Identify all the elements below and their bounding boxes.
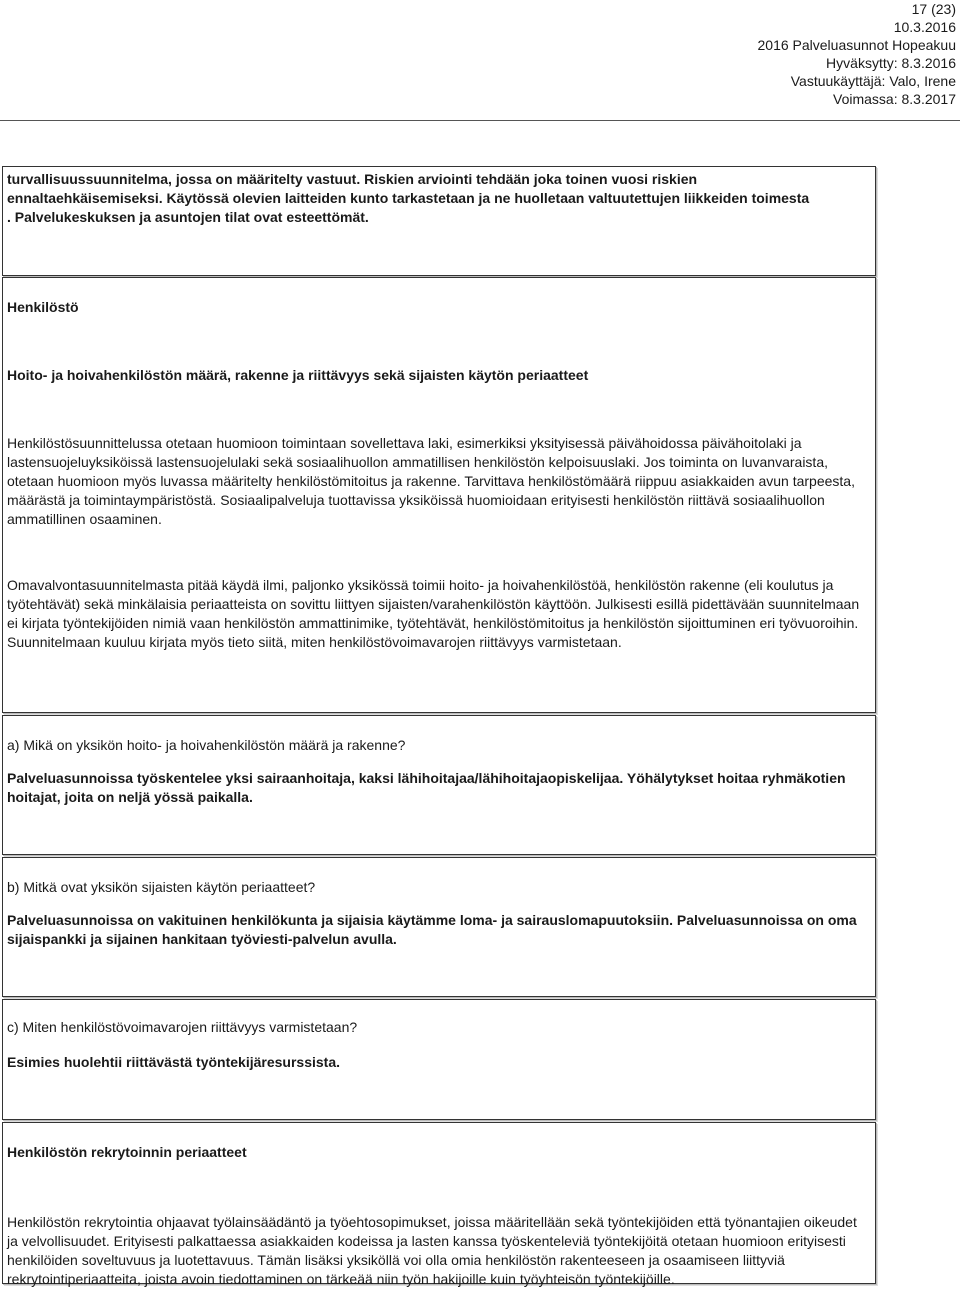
answer-a: Palveluasunnoissa työskentelee yksi sairaanhoitaja, kaksi lähihoitajaa/lähihoitajaopiskelijaa. Yöhälytykset hoitaa ryhmäkotien hoitajat, joita on neljä yössä paikalla. <box>7 770 846 805</box>
header-divider <box>0 120 960 121</box>
staff-planning-paragraph: Henkilöstösuunnittelussa otetaan huomioon toimintaan sovellettava laki, esimerkiksi yksityisessä päivähoidossa päivähoitolaki ja lastensuojeluyksiköissä lastensuojelulaki sekä sosiaalihuollon ammatillisen henkilöstön kelpoisuuslaki. Jos toiminta on luvanvaraista, otetaan huomioon myös luvassa määritelty henkilöstömitoitus ja rakenne. Tarvittava henkilöstömäärä riippuu asiakkaiden avun tarpeesta, määrästä ja toimintaympäristöstä. Sosiaalipalveluja tuottavissa yksiköissä huomioidaan erityisesti henkilöstön riittävä sosiaalihuollon ammatillinen osaaminen. <box>7 435 855 527</box>
answer-b: Palveluasunnoissa on vakituinen henkilökunta ja sijaisia käytämme loma- ja sairauslomapuutoksiin. Palveluasunnoissa on oma sijaispankki ja sijainen hankitaan työviesti-palvelun avulla. <box>7 912 857 947</box>
self-monitoring-paragraph: Omavalvontasuunnitelmasta pitää käydä ilmi, paljonko yksikössä toimii hoito- ja hoivahenkilöstöä, henkilöstön rakenne (eli koulutus ja työtehtävät) sekä minkälaisia periaatteista on sovittu liittyen sijaisten/varahenkilöstön käyttöön. Julkisesti esillä pidettävään suunnitelmaan ei kirjata työntekijöiden nimiä vaan henkilöstön ammattinimike, työtehtävät, henkilöstömitoitus ja henkilöstön sijoittuminen eri työvuoroihin. Suunnitelmaan kuuluu kirjata myös tieto siitä, miten henkilöstövoimavarojen riittävyys varmistetaan. <box>7 577 860 650</box>
document-title: 2016 Palveluasunnot Hopeakuu <box>757 37 956 53</box>
answer-c: Esimies huolehtii riittävästä työntekijäresurssista. <box>7 1054 341 1070</box>
question-a: a) Mikä on yksikön hoito- ja hoivahenkilöstön määrä ja rakenne? <box>7 737 406 753</box>
staff-sufficiency-section <box>2 999 876 1120</box>
safety-line-1: turvallisuussuunnitelma, jossa on määritelty vastuut. Riskien arviointi tehdään joka toinen vuosi riskien <box>7 171 698 187</box>
safety-continuation-section <box>2 166 876 276</box>
staff-structure-section <box>2 715 876 855</box>
valid-until: Voimassa: 8.3.2017 <box>833 91 956 107</box>
responsible-user: Vastuukäyttäjä: Valo, Irene <box>790 73 956 89</box>
recruitment-paragraph: Henkilöstön rekrytointia ohjaavat työlainsäädäntö ja työehtosopimukset, joissa määritellään sekä työntekijöiden että työnantajien oikeudet ja velvollisuudet. Erityisesti palkattaessa asiakkaiden kodeissa ja lasten kanssa työskenteleviä työntekijöitä otetaan huomioon erityisesti henkilöiden soveltuvuus ja luotettavuus. Tämän lisäksi yksiköllä voi olla omia henkilöstön rakenteeseen ja osaamiseen liittyviä rekrytointiperiaatteita, joista avoin tiedottaminen on tärkeää niin työn hakijoille kuin työyhteisön työntekijöille. <box>7 1214 857 1287</box>
document-date: 10.3.2016 <box>893 19 956 35</box>
section-subheading: Hoito- ja hoivahenkilöstön määrä, rakenne ja riittävyys sekä sijaisten käytön periaatteet <box>7 367 589 383</box>
section-heading: Henkilöstö <box>7 299 79 315</box>
staff-section <box>2 277 876 713</box>
question-c: c) Miten henkilöstövoimavarojen riittävyys varmistetaan? <box>7 1019 358 1035</box>
substitutes-section <box>2 857 876 997</box>
safety-line-3: . Palvelukeskuksen ja asuntojen tilat ovat esteettömät. <box>7 209 369 225</box>
safety-line-2: ennaltaehkäisemiseksi. Käytössä olevien laitteiden kunto tarkastetaan ja ne huolletaan valtuutettujen liikkeiden toimesta <box>7 190 810 206</box>
question-b: b) Mitkä ovat yksikön sijaisten käytön periaatteet? <box>7 879 316 895</box>
document-header <box>758 0 957 108</box>
recruitment-heading: Henkilöstön rekrytoinnin periaatteet <box>7 1144 247 1160</box>
page-number: 17 (23) <box>911 1 956 17</box>
recruitment-section <box>2 1122 876 1287</box>
approved-date: Hyväksytty: 8.3.2016 <box>826 55 956 71</box>
